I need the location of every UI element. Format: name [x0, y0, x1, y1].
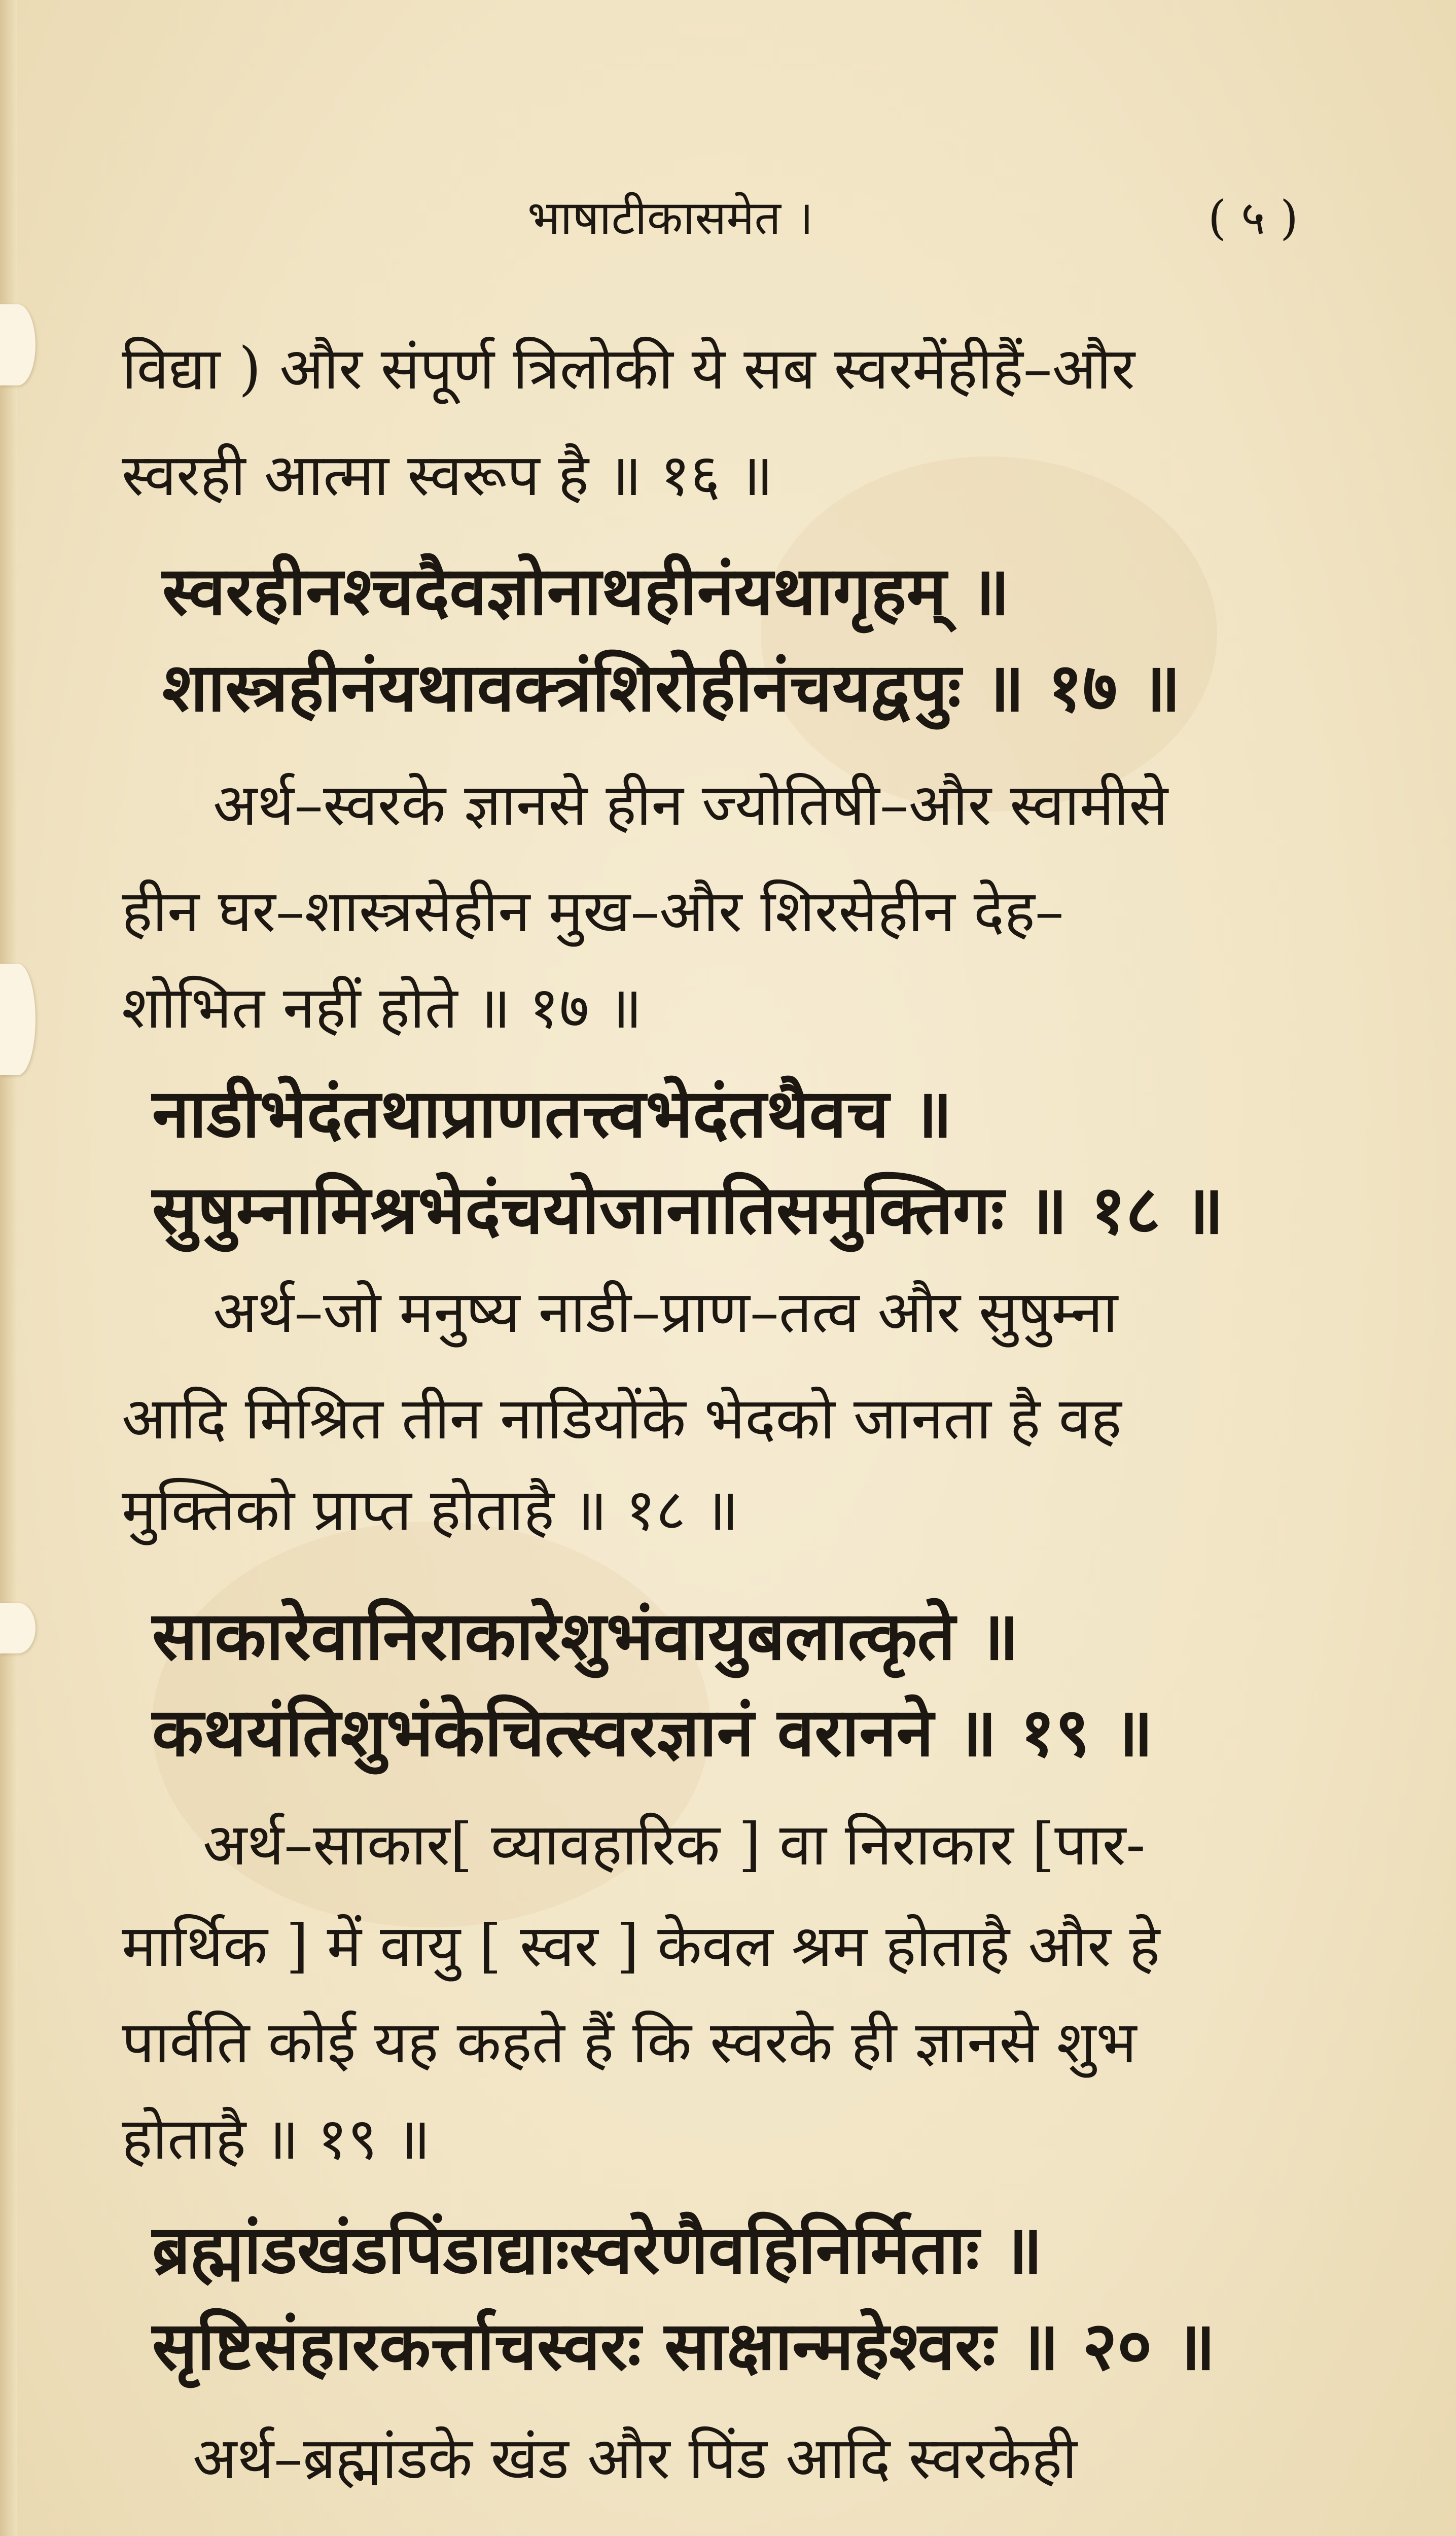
running-header — [527, 183, 1298, 254]
commentary-line: अर्थ–ब्रह्मांडके खंड और पिंड आदि स्वरकेही — [193, 2424, 1077, 2492]
commentary-line: स्वरही आत्मा स्वरूप है ॥ १६ ॥ — [122, 441, 773, 509]
torn-edge — [0, 304, 35, 385]
commentary-line: अर्थ–साकार[ व्यावहारिक ] वा निराकार [पार- — [203, 1811, 1146, 1878]
torn-edge — [0, 964, 35, 1075]
paper-stain — [761, 456, 1217, 812]
commentary-line: शोभित नहीं होते ॥ १७ ॥ — [122, 974, 643, 1041]
commentary-line: मार्थिक ] में वायु [ स्वर ] केवल श्रम होताहै और हे — [122, 1912, 1160, 1980]
commentary-line: मुक्तिको प्राप्त होताहै ॥ १८ ॥ — [122, 1476, 739, 1543]
commentary-line: पार्वति कोई यह कहते हैं कि स्वरके ही ज्ञानसे शुभ — [122, 2009, 1137, 2076]
verse-line: नाडीभेदंतथाप्राणतत्त्वभेदंतथैवच ॥ — [152, 1074, 952, 1153]
verse-line: ब्रह्मांडखंडपिंडाद्याःस्वरेणैवहिनिर्मिताः ॥ — [152, 2210, 1043, 2289]
commentary-line: आदि मिश्रित तीन नाडियोंके भेदको जानता है वह — [122, 1385, 1122, 1452]
page-number: ( ५ ) — [1208, 191, 1298, 245]
verse-line: साकारेवानिराकारेशुभंवायुबलात्कृते ॥ — [152, 1597, 1019, 1675]
verse-line: सुषुम्नामिश्रभेदंचयोजानातिसमुक्तिगः ॥ १८ ॥ — [152, 1171, 1224, 1249]
verse-line: कथयंतिशुभंकेचित्स्वरज्ञानं वरानने ॥ १९ ॥ — [152, 1693, 1154, 1772]
commentary-line: अर्थ–स्वरके ज्ञानसे हीन ज्योतिषी–और स्वामीसे — [213, 771, 1168, 838]
torn-edge — [0, 1603, 35, 1653]
verse-line: सृष्टिसंहारकर्त्ताचस्वरः साक्षान्महेश्वरः ॥ २० ॥ — [152, 2307, 1216, 2385]
header-title: भाषाटीकासमेत । — [527, 191, 813, 245]
commentary-line: हीन घर–शास्त्रसेहीन मुख–और शिरसेहीन देह– — [122, 877, 1064, 945]
commentary-line: होताहै ॥ १९ ॥ — [122, 2105, 431, 2172]
commentary-line: अर्थ–जो मनुष्य नाडी–प्राण–तत्व और सुषुम्ना — [213, 1278, 1118, 1346]
verse-line: शास्त्रहीनंयथावक्त्रंशिरोहीनंचयद्वपुः ॥ १७ ॥ — [162, 648, 1181, 727]
commentary-line: विद्या ) और संपूर्ण त्रिलोकी ये सब स्वरमेंहीहैं–और — [122, 335, 1135, 402]
verse-line: स्वरहीनश्चदैवज्ञोनाथहीनंयथागृहम् ॥ — [162, 552, 1010, 630]
